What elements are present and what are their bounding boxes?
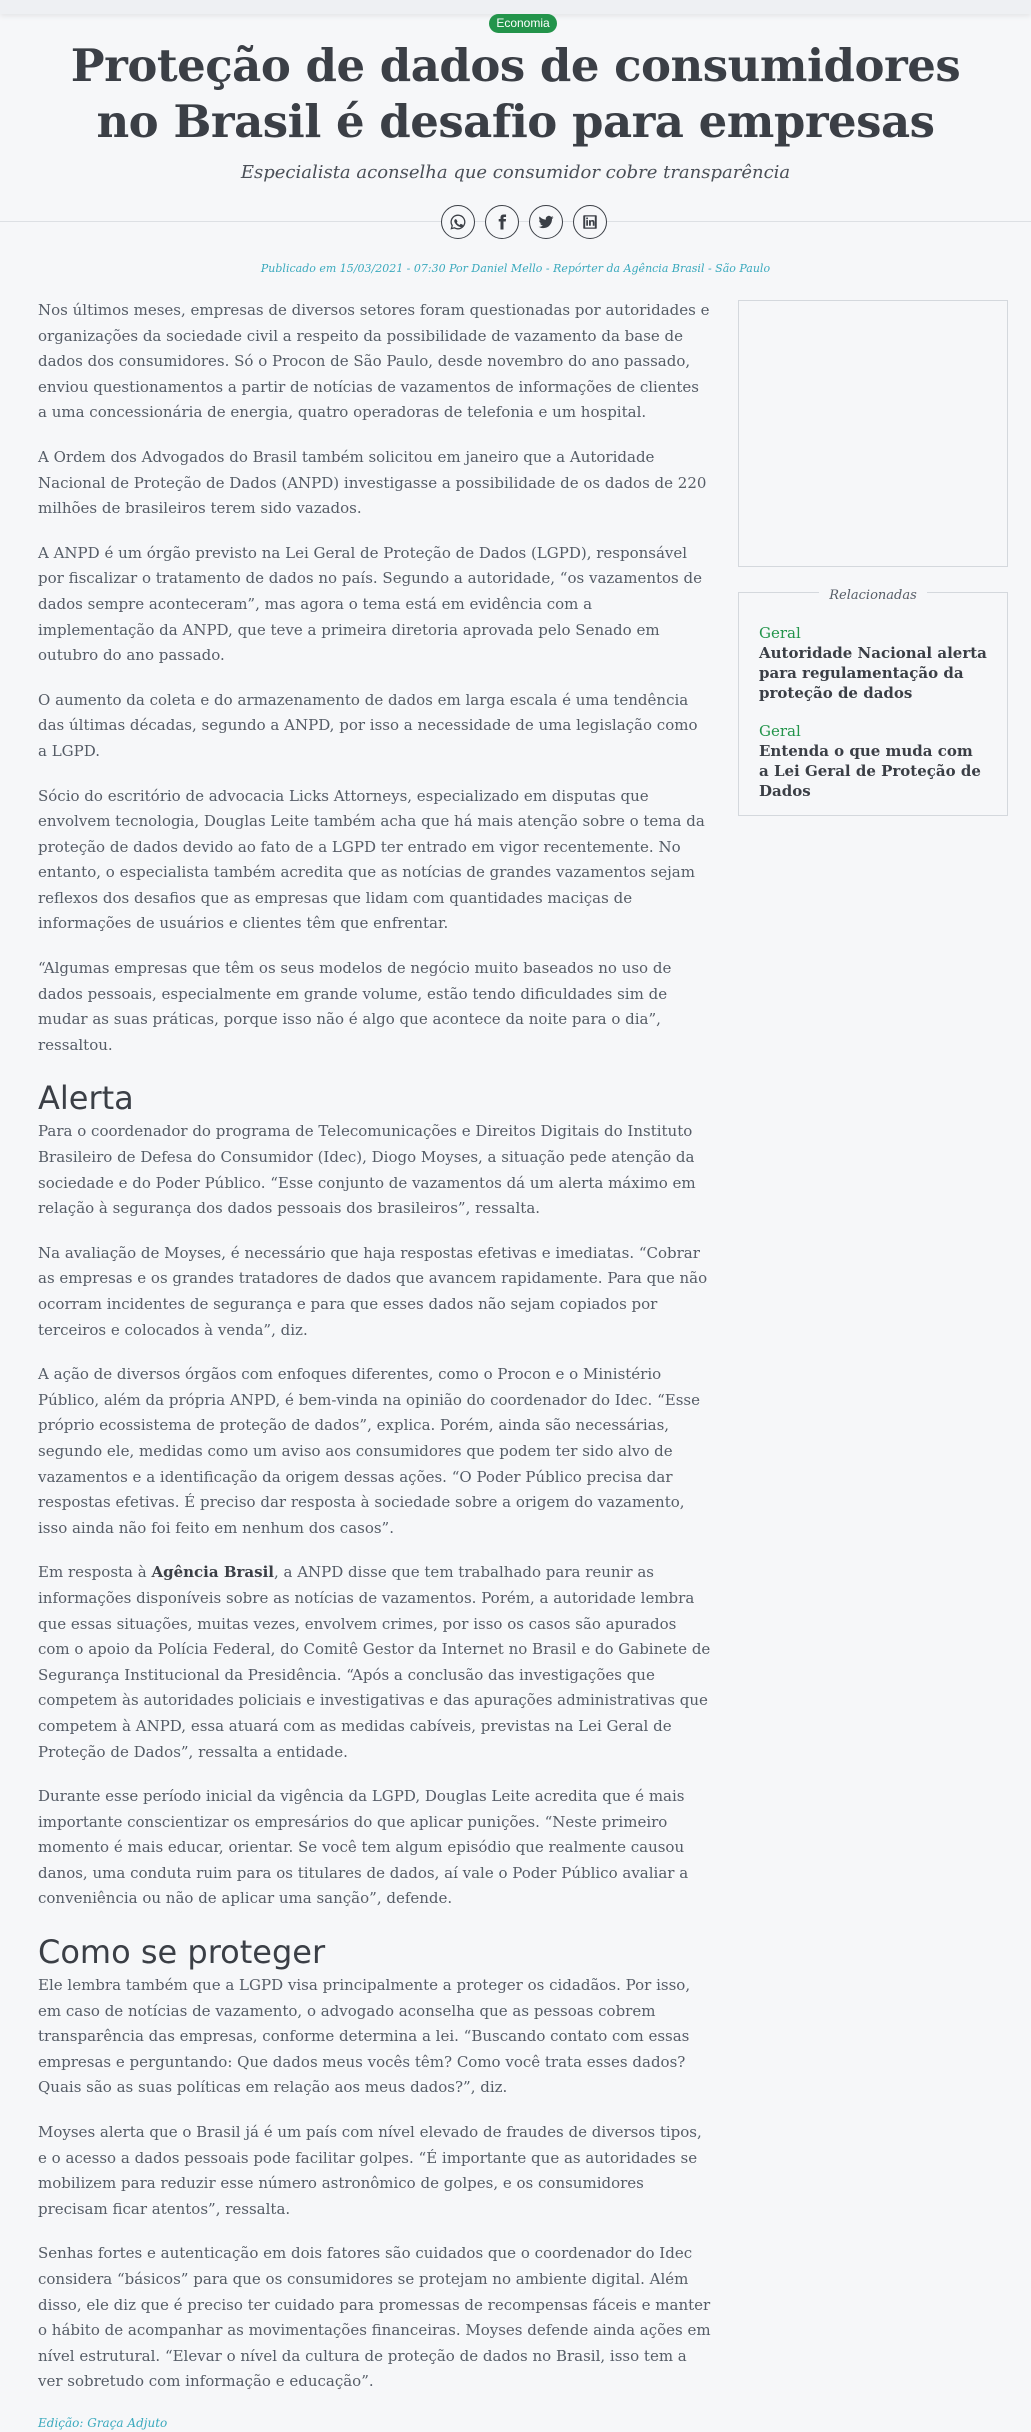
twitter-icon: [537, 213, 555, 231]
related-item-category[interactable]: Geral: [759, 624, 801, 642]
related-title-text: Relacionadas: [819, 588, 927, 603]
related-item-link[interactable]: Entenda o que muda com a Lei Geral de Proteção de Dados: [759, 742, 981, 800]
paragraph-text: Em resposta à: [38, 1563, 152, 1582]
article-paragraph: Durante esse período inicial da vigência da LGPD, Douglas Leite acredita que é mais importante conscientizar os empresários do que aplicar punições. “Neste primeiro momento é mais educar, orientar. Se você tem algum episódio que realmente causou danos, uma conduta ruim para os titulares de dados, aí vale o Poder Público avaliar a conveniência ou não de aplicar uma sanção”, defende.: [38, 1787, 689, 1908]
article-body: [38, 298, 711, 2432]
agencia-brasil-bold: Agência Brasil: [151, 1563, 274, 1582]
article-paragraph: Ele lembra também que a LGPD visa principalmente a proteger os cidadãos. Por isso, em caso de notícias de vazamento, o advogado aconselha que as pessoas cobrem transparência das empresas, conforme determina a lei. “Buscando contato com essas empresas e perguntando: Que dados meus vocês têm? Como você trata esses dados? Quais são as suas políticas em relação aos meus dados?”, diz.: [38, 1976, 691, 2097]
related-item-category[interactable]: Geral: [759, 722, 801, 740]
section-heading-como-se-proteger: Como se proteger: [38, 1933, 326, 1972]
article-subtitle: Especialista aconselha que consumidor cobre transparência: [240, 162, 791, 183]
article-paragraph: Nos últimos meses, empresas de diversos setores foram questionadas por autoridades e organizações da sociedade civil a respeito da possibilidade de vazamento da base de dados dos consumidores. Só o Procon de São Paulo, desde novembro do ano passado, enviou questionamentos a partir de notícias de vazamentos de informações de clientes a uma concessionária de energia, quatro operadoras de telefonia e um hospital.: [38, 301, 710, 422]
linkedin-icon: [581, 213, 599, 231]
article-paragraph: [38, 1560, 711, 1765]
top-bar: [0, 0, 1031, 14]
article-paragraph: Senhas fortes e autenticação em dois fatores são cuidados que o coordenador do Idec considera “básicos” para que os consumidores se protejam no ambiente digital. Além disso, ele diz que é preciso ter cuidado para promessas de recompensas fáceis e manter o hábito de acompanhar as movimentações financeiras. Moyses defende ainda ações em nível estrutural. “Elevar o nível da cultura de proteção de dados no Brasil, isso tem a ver sobretudo com informação e educação”.: [38, 2244, 711, 2391]
whatsapp-icon: [449, 213, 467, 231]
related-box: [738, 588, 1008, 816]
edition-credit: Edição: Graça Adjuto: [38, 2415, 168, 2430]
related-title: [739, 584, 1007, 603]
share-twitter-button[interactable]: [529, 205, 563, 239]
article-paragraph: Moyses alerta que o Brasil já é um país com nível elevado de fraudes de diversos tipos, e o acesso a dados pessoais pode facilitar golpes. “É importante que as autoridades se mobilizem para reduzir esse número astronômico de golpes, e os consumidores precisam ficar atentos”, ressalta.: [38, 2123, 702, 2218]
related-item[interactable]: [759, 721, 987, 801]
related-item[interactable]: [759, 623, 987, 703]
share-whatsapp-button[interactable]: [441, 205, 475, 239]
paragraph-text: , a ANPD disse que tem trabalhado para reunir as informações disponíveis sobre as notícias de vazamentos. Porém, a autoridade lembra que essas situações, muitas vezes, envolvem crimes, por isso os casos são apurados com o apoio da Polícia Federal, do Comitê Gestor da Internet no Brasil e do Gabinete de Segurança Institucional da Presidência. “Após a conclusão das investigações que competem às autoridades policiais e investigativas e das apurações administrativas que competem à ANPD, essa atuará com as medidas cabíveis, previstas na Lei Geral de Proteção de Dados”, ressalta a entidade.: [38, 1563, 711, 1761]
article-byline: Publicado em 15/03/2021 - 07:30 Por Daniel Mello - Repórter da Agência Brasil - São Paulo: [260, 262, 771, 275]
advertisement-placeholder: [738, 300, 1008, 567]
related-item-link[interactable]: Autoridade Nacional alerta para regulamentação da proteção de dados: [759, 644, 987, 702]
section-heading-alerta: Alerta: [38, 1079, 134, 1118]
share-buttons: [441, 205, 607, 239]
article-paragraph: A ANPD é um órgão previsto na Lei Geral de Proteção de Dados (LGPD), responsável por fiscalizar o tratamento de dados no país. Segundo a autoridade, “os vazamentos de dados sempre aconteceram”, mas agora o tema está em evidência com a implementação da ANPD, que teve a primeira diretoria aprovada pelo Senado em outubro do ano passado.: [38, 543, 702, 665]
article-paragraph: Sócio do escritório de advocacia Licks Attorneys, especializado em disputas que envolvem tecnologia, Douglas Leite também acha que há mais atenção sobre o tema da proteção de dados devido ao fato de a LGPD ter entrado em vigor recentemente. No entanto, o especialista também acredita que as notícias de grandes vazamentos sejam reflexos dos desafios que as empresas que lidam com quantidades maciças de informações de usuários e clientes têm que enfrentar.: [38, 786, 705, 933]
article-paragraph: A ação de diversos órgãos com enfoques diferentes, como o Procon e o Ministério Público, além da própria ANPD, é bem-vinda na opinião do coordenador do Idec. “Esse próprio ecossistema de proteção de dados”, explica. Porém, ainda são necessárias, segundo ele, medidas como um aviso aos consumidores que podem ter sido alvo de vazamentos e a identificação da origem dessas ações. “O Poder Público precisa dar respostas efetivas. É preciso dar resposta à sociedade sobre a origem do vazamento, isso ainda não foi feito em nenhum dos casos”.: [38, 1365, 700, 1537]
facebook-icon: [493, 213, 511, 231]
share-linkedin-button[interactable]: [573, 205, 607, 239]
article-paragraph: Na avaliação de Moyses, é necessário que haja respostas efetivas e imediatas. “Cobrar as empresas e os grandes tratadores de dados que avancem rapidamente. Para que não ocorram incidentes de segurança e para que esses dados não sejam copiados por terceiros e colocados à venda”, diz.: [38, 1243, 708, 1339]
article-headline: Proteção de dados de consumidores no Brasil é desafio para empresas: [70, 39, 961, 148]
article-paragraph: “Algumas empresas que têm os seus modelos de negócio muito baseados no uso de dados pessoais, especialmente em grande volume, estão tendo dificuldades sim de mudar as suas práticas, porque isso não é algo que acontece da noite para o dia”, ressaltou.: [38, 959, 672, 1054]
share-facebook-button[interactable]: [485, 205, 519, 239]
article-paragraph: O aumento da coleta e do armazenamento de dados em larga escala é uma tendência das últimas décadas, segundo a ANPD, por isso a necessidade de uma legislação como a LGPD.: [38, 690, 698, 760]
article-paragraph: Para o coordenador do programa de Telecomunicações e Direitos Digitais do Instituto Brasileiro de Defesa do Consumidor (Idec), Diogo Moyses, a situação pede atenção da sociedade e do Poder Público. “Esse conjunto de vazamentos dá um alerta máximo em relação à segurança dos dados pessoais dos brasileiros”, ressalta.: [38, 1122, 696, 1218]
article-paragraph: A Ordem dos Advogados do Brasil também solicitou em janeiro que a Autoridade Nacional de Proteção de Dados (ANPD) investigasse a possibilidade de os dados de 220 milhões de brasileiros terem sido vazados.: [38, 447, 707, 518]
category-badge[interactable]: Economia: [489, 14, 557, 33]
